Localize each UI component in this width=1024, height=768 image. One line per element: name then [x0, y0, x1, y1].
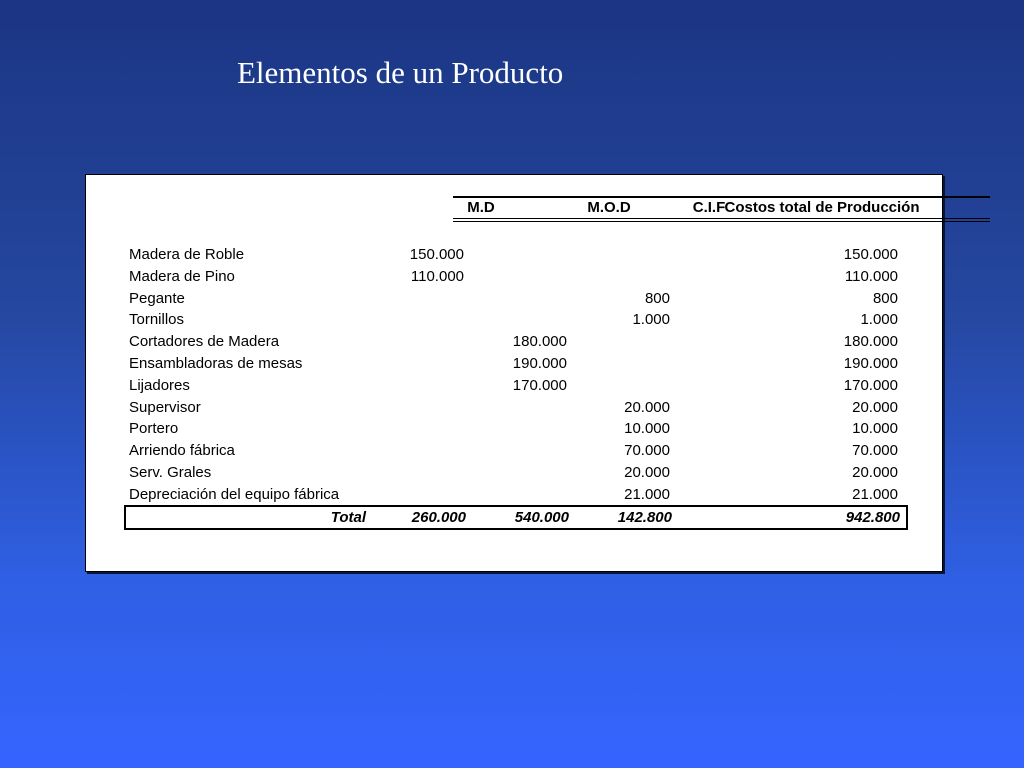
- table-row: [86, 289, 942, 311]
- row-cif: 70.000: [624, 442, 670, 460]
- totals-total: 942.800: [845, 509, 900, 526]
- row-label: Portero: [129, 420, 179, 438]
- row-cif: 10.000: [624, 420, 670, 438]
- row-total: 180.000: [843, 333, 898, 351]
- table-row: [86, 354, 942, 376]
- slide-title: Elementos de un Producto: [237, 55, 564, 90]
- table-row: [86, 376, 942, 398]
- row-mod: 180.000: [512, 333, 567, 351]
- header-md: M.D: [467, 199, 495, 216]
- row-label: Supervisor: [129, 398, 201, 416]
- table-row: [86, 485, 942, 507]
- table-row: [86, 463, 942, 485]
- row-total: 21.000: [852, 485, 898, 503]
- row-cif: 20.000: [624, 463, 670, 481]
- row-total: 1.000: [860, 311, 898, 329]
- totals-cif: 142.800: [617, 509, 672, 526]
- header-total: Costos total de Producción: [724, 199, 920, 216]
- row-label: Madera de Pino: [129, 267, 235, 285]
- totals-md: 260.000: [411, 509, 466, 526]
- row-label: Tornillos: [129, 311, 185, 329]
- header-cif: C.I.F: [692, 199, 726, 216]
- table-body: [86, 245, 942, 507]
- table-grid: [86, 175, 942, 571]
- table-row: [86, 441, 942, 463]
- row-mod: 190.000: [512, 354, 567, 372]
- header-top-rule: [453, 196, 990, 198]
- row-label: Arriendo fábrica: [129, 442, 235, 460]
- row-total: 70.000: [852, 442, 898, 460]
- row-cif: 1.000: [632, 311, 670, 329]
- header-mod: M.O.D: [587, 199, 631, 216]
- row-total: 20.000: [852, 463, 898, 481]
- header-bottom-rule: [453, 218, 990, 219]
- totals-label: Total: [330, 509, 366, 526]
- table-row: [86, 419, 942, 441]
- table-row: [86, 245, 942, 267]
- totals-row: [124, 505, 908, 530]
- row-label: Pegante: [129, 289, 185, 307]
- row-total: 110.000: [844, 267, 898, 285]
- row-total: 150.000: [843, 246, 898, 263]
- row-md: 110.000: [410, 267, 464, 285]
- row-cif: 20.000: [624, 398, 670, 416]
- row-total: 170.000: [843, 376, 898, 394]
- row-total: 800: [872, 289, 898, 307]
- row-md: 150.000: [409, 246, 464, 263]
- row-label: Depreciación del equipo fábrica: [129, 485, 340, 503]
- table-row: [86, 310, 942, 332]
- row-label: Cortadores de Madera: [129, 333, 280, 351]
- row-label: Madera de Roble: [129, 246, 245, 263]
- row-total: 20.000: [852, 398, 898, 416]
- row-label: Lijadores: [129, 376, 190, 394]
- row-total: 10.000: [852, 420, 898, 438]
- header-bottom-rule-double: [453, 221, 990, 222]
- table-row: [86, 398, 942, 420]
- table-row: [86, 267, 942, 289]
- table-row: [86, 332, 942, 354]
- cost-table: [85, 174, 943, 572]
- row-label: Serv. Grales: [129, 463, 212, 481]
- row-cif: 800: [644, 289, 670, 307]
- row-total: 190.000: [843, 354, 898, 372]
- row-cif: 21.000: [624, 485, 670, 503]
- row-label: Ensambladoras de mesas: [129, 354, 303, 372]
- totals-mod: 540.000: [514, 509, 569, 526]
- row-mod: 170.000: [512, 376, 567, 394]
